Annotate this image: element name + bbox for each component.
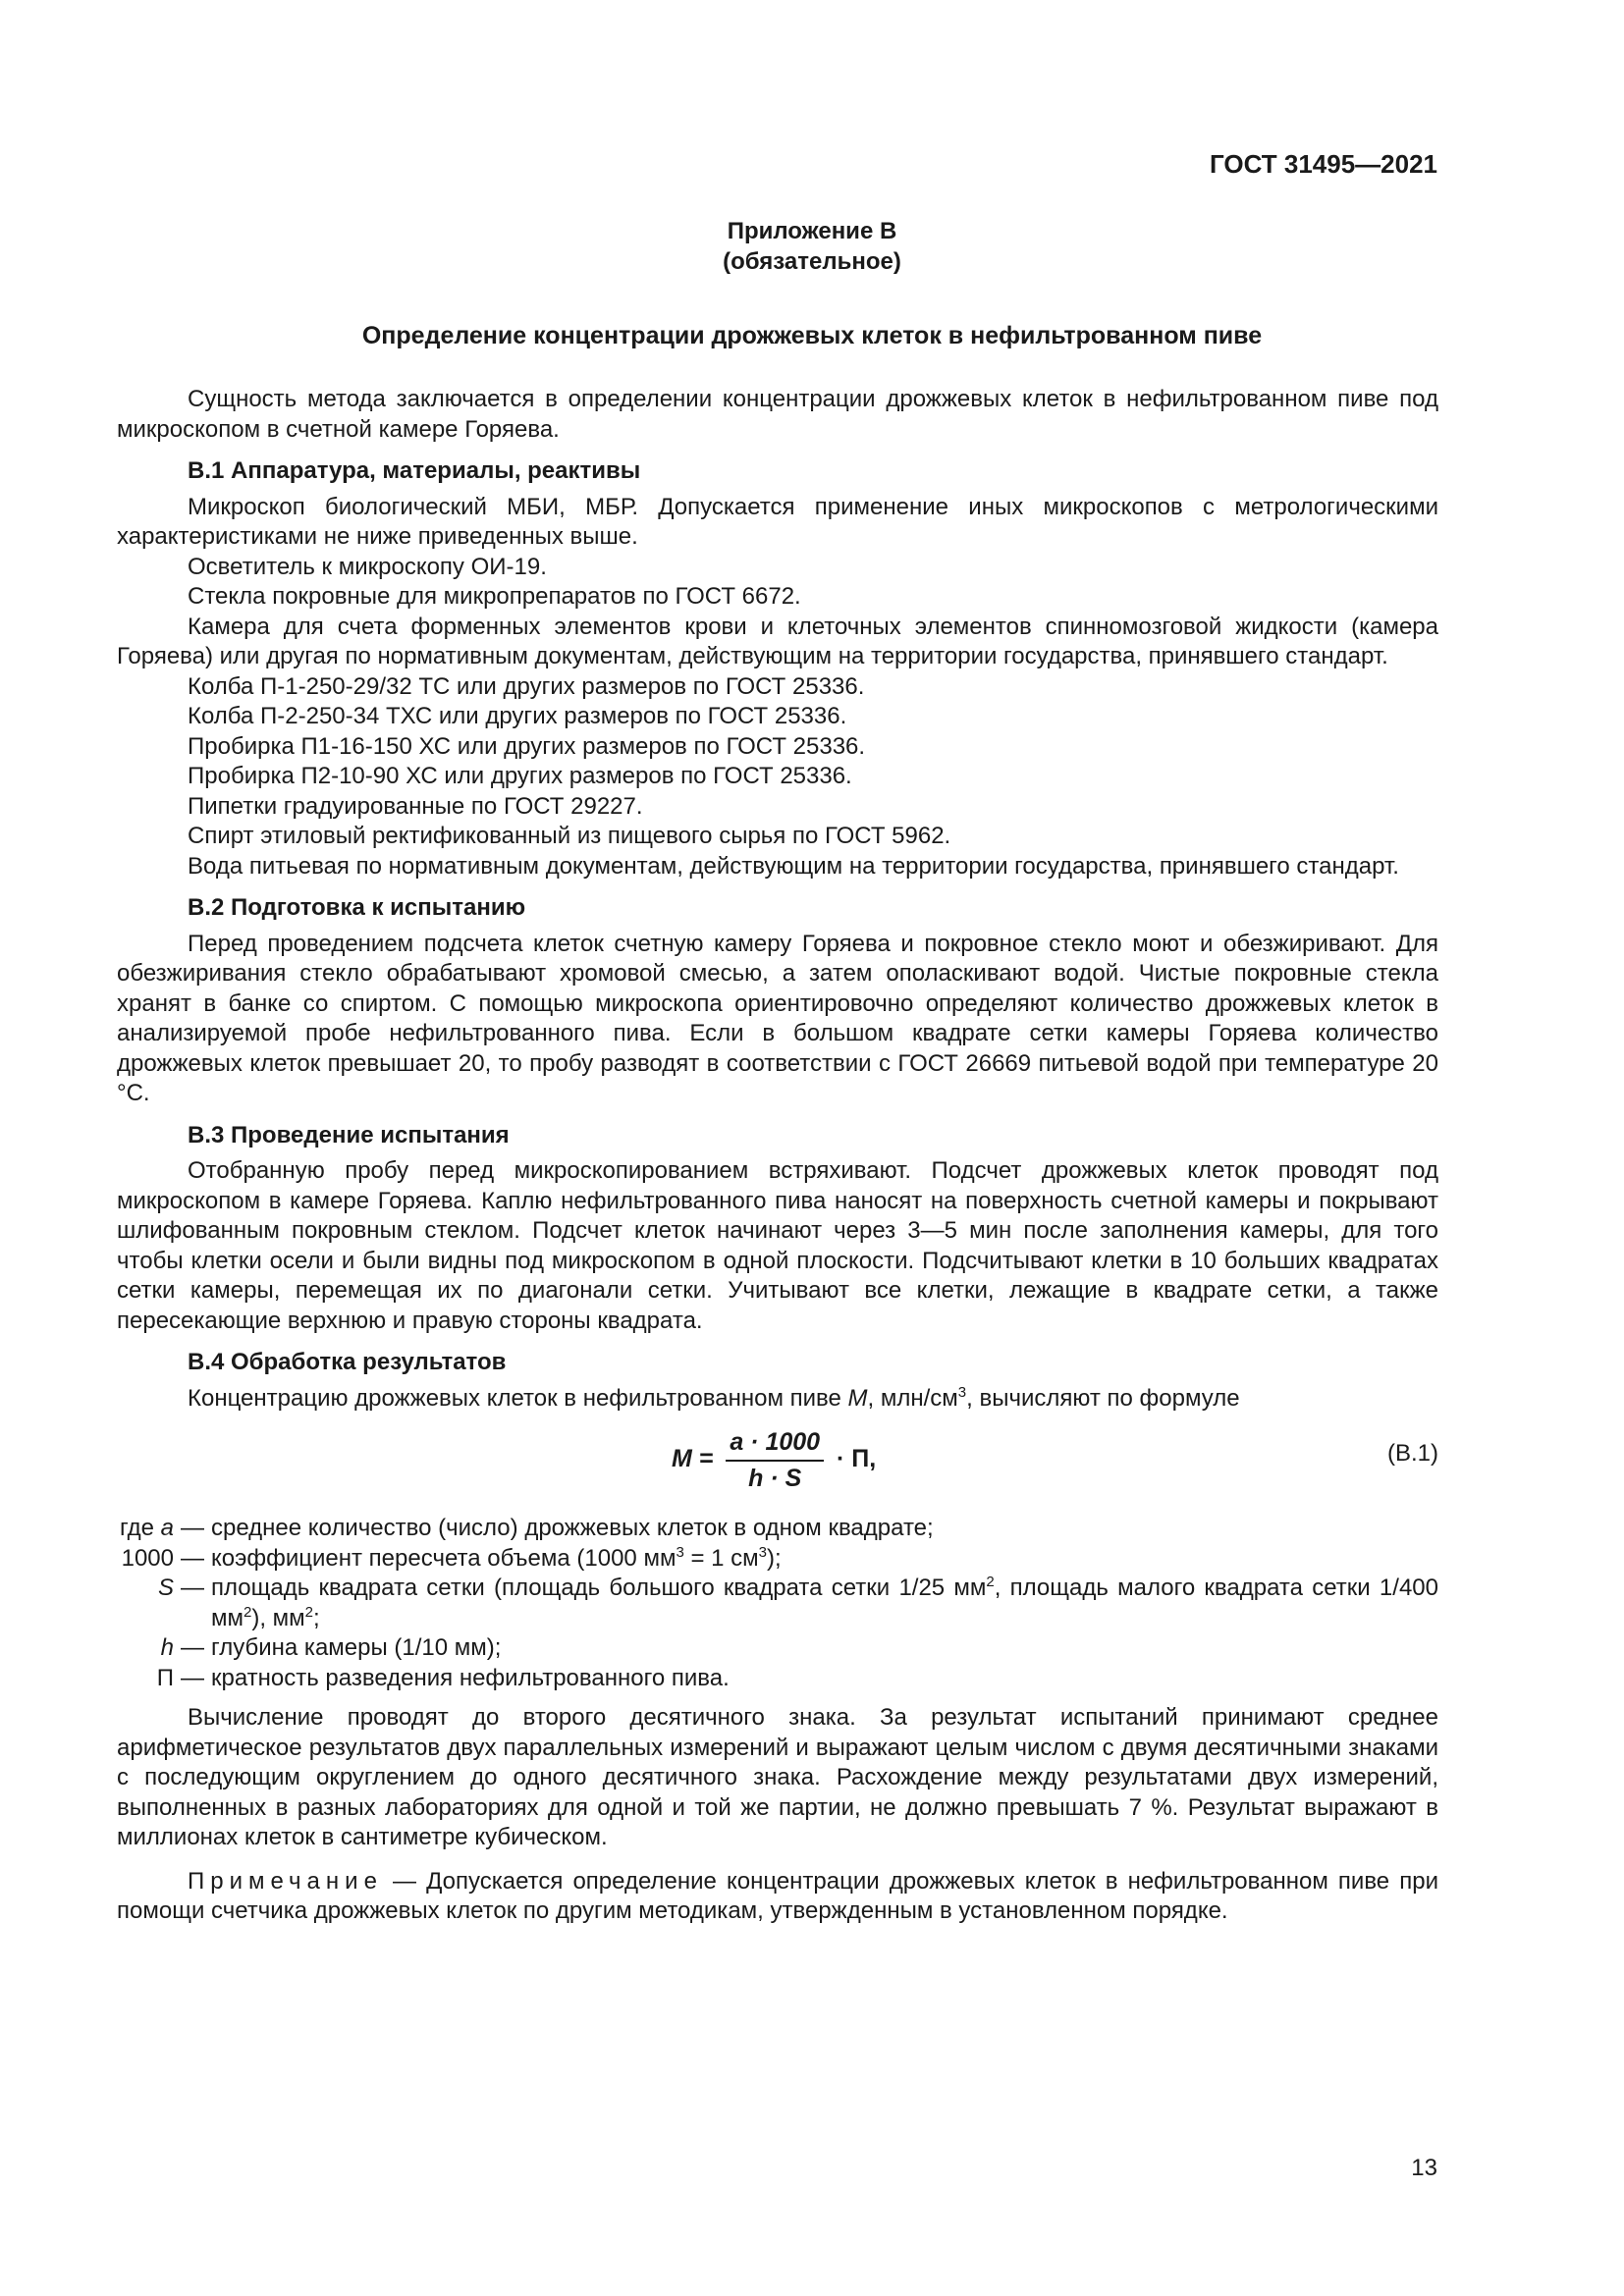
definition-text (211, 1544, 1438, 1575)
def-part: = 1 см (683, 1544, 759, 1572)
definition-symbol (71, 1574, 174, 1633)
symbol-h: h (160, 1634, 174, 1661)
list-item: Стекла покровные для микропрепаратов по ГОСТ 6672. (188, 583, 801, 610)
lead-sup: 3 (957, 1383, 967, 1401)
def-sup: 2 (304, 1603, 314, 1621)
appendix-title: Приложение В (727, 218, 897, 244)
definition-dash: — (181, 1664, 204, 1691)
formula-fraction (726, 1427, 824, 1493)
list-item: Пробирка П1-16-150 ХС или других размеров по ГОСТ 25336. (188, 732, 866, 760)
lead-variable: M (847, 1384, 868, 1412)
definition-dash: — (181, 1634, 204, 1661)
note-label: Примечание (188, 1867, 383, 1895)
list-item: Вода питьевая по нормативным документам, действующим на территории государства, принявшего стандарт. (188, 852, 1399, 880)
section-heading-4: В.4 Обработка результатов (188, 1349, 507, 1375)
formula-lead-paragraph (117, 1384, 1438, 1415)
section-heading-2: В.2 Подготовка к испытанию (188, 894, 526, 921)
body (117, 385, 1438, 1927)
formula (672, 1427, 876, 1493)
def-part: ; (313, 1604, 320, 1631)
lead-text: Концентрацию дрожжевых клеток в нефильтрованном пиве (188, 1384, 848, 1412)
where-word: где (119, 1515, 154, 1541)
appendix-status: (обязательное) (723, 248, 901, 275)
definition-dash: — (181, 1575, 204, 1601)
note-paragraph (117, 1867, 1438, 1927)
list-item: Микроскоп биологический МБИ, МБР. Допускается применение иных микроскопов с метрологическими характеристиками не ниже приведенных выше. (117, 493, 1438, 550)
def-part: коэффициент пересчета объема (1000 мм (211, 1544, 677, 1572)
list-item: Осветитель к микроскопу ОИ-19. (188, 553, 547, 580)
list-item: Камера для счета форменных элементов крови и клеточных элементов спинномозговой жидкости (камера Горяева) или другая по нормативным документам, действующим на территории государства, принявшего стандарт. (117, 613, 1438, 669)
symbol-1000: 1000 (121, 1544, 174, 1572)
definition-symbol (71, 1514, 174, 1544)
def-part: ); (767, 1544, 782, 1572)
lead-tail: , вычисляют по формуле (966, 1384, 1240, 1412)
calculation-paragraph: Вычисление проводят до второго десятичного знака. За результат испытаний принимают среднее арифметическое результатов двух параллельных измерений и выражают целым числом с двумя десятичными знаками с последующим округлением до одного десятичного знака. Расхождение между результатами двух измерений, выполненных в разных лабораториях для одной и той же партии, не должно превышать 7 %. Результат выражают в миллионах клеток в сантиметре кубическом. (117, 1704, 1438, 1850)
definition-dash: — (181, 1515, 204, 1541)
page-number: 13 (1411, 2155, 1437, 2181)
section-3-paragraph: Отобранную пробу перед микроскопированием встряхивают. Подсчет дрожжевых клеток проводят под микроскопом в камере Горяева. Каплю нефильтрованного пива наносят на поверхность счетной камеры и покрывают шлифованным покровным стеклом. Подсчет клеток начинают через 3—5 мин после заполнения камеры, для того чтобы клетки осели и были видны под микроскопом в одной плоскости. Подсчитывают клетки в 10 больших квадратах сетки камеры, перемещая их по диагонали сетки. Учитывают все клетки, лежащие в квадрате сетки, а также пересекающие верхнюю и правую стороны квадрата. (117, 1157, 1438, 1334)
definition-dash: — (181, 1544, 204, 1572)
definition-1000 (71, 1544, 1438, 1575)
list-item: Спирт этиловый ректификованный из пищевого сырья по ГОСТ 5962. (188, 823, 951, 849)
section-heading-1: В.1 Аппаратура, материалы, реактивы (188, 457, 641, 484)
document-id: ГОСТ 31495—2021 (1210, 149, 1437, 179)
formula-lhs: M = (672, 1445, 714, 1473)
section-heading-3: В.3 Проведение испытания (188, 1121, 510, 1148)
formula-denominator: h · S (748, 1464, 802, 1492)
def-sup: 3 (676, 1543, 684, 1561)
document-title: Определение концентрации дрожжевых клеток в нефильтрованном пиве (361, 322, 1263, 349)
definition-text (211, 1574, 1438, 1633)
note-text: — Допускается определение концентрации дрожжевых клеток в нефильтрованном пиве при помощи счетчика дрожжевых клеток по другим методикам, утвержденным в установленном порядке. (117, 1867, 1438, 1924)
def-part: ), мм (251, 1604, 305, 1631)
definition-p (71, 1664, 1438, 1694)
list-item: Колба П-1-250-29/32 ТС или других размеров по ГОСТ 25336. (188, 672, 865, 700)
symbol-s: S (157, 1575, 174, 1601)
definition-text: кратность разведения нефильтрованного пива. (211, 1664, 730, 1691)
definition-symbol (71, 1633, 174, 1664)
definition-h (71, 1633, 1438, 1664)
def-sup: 3 (758, 1543, 768, 1561)
variable-definitions (71, 1514, 1438, 1693)
list-item: Пробирка П2-10-90 ХС или других размеров по ГОСТ 25336. (188, 763, 852, 789)
definition-text: глубина камеры (1/10 мм); (211, 1634, 502, 1661)
formula-rhs: · П, (837, 1445, 877, 1473)
def-part: площадь квадрата сетки (площадь большого квадрата сетки 1/25 мм (211, 1575, 987, 1601)
section-2-paragraph: Перед проведением подсчета клеток счетную камеру Горяева и покровное стекло моют и обезжиривают. Для обезжиривания стекло обрабатывают хромовой смесью, а затем ополаскивают водой. Чистые покровные стекла хранят в банке со спиртом. С помощью микроскопа ориентировочно определяют количество дрожжевых клеток в анализируемой пробе нефильтрованного пива. Если в большом квадрате сетки камеры Горяева количество дрожжевых клеток превышает 20, то пробу разводят в соответствии с ГОСТ 26669 питьевой водой при температуре 20 °С. (117, 930, 1438, 1106)
definition-s (71, 1574, 1438, 1633)
def-part: , площадь малого квадрата сетки 1/400 мм (211, 1575, 1438, 1631)
definition-text: среднее количество (число) дрожжевых клеток в одном квадрате; (211, 1515, 934, 1541)
def-sup: 2 (986, 1574, 995, 1590)
symbol-a: a (160, 1515, 174, 1541)
def-sup: 2 (244, 1603, 252, 1621)
lead-unit: , млн/см (867, 1384, 958, 1412)
definition-a (71, 1514, 1438, 1544)
intro-paragraph: Сущность метода заключается в определении концентрации дрожжевых клеток в нефильтрованном пиве под микроскопом в счетной камере Горяева. (117, 386, 1438, 443)
formula-numerator: a · 1000 (726, 1427, 824, 1462)
list-item: Пипетки градуированные по ГОСТ 29227. (188, 792, 643, 820)
formula-number: (В.1) (1386, 1440, 1438, 1467)
list-item: Колба П-2-250-34 ТХС или других размеров по ГОСТ 25336. (188, 703, 847, 729)
symbol-p: П (156, 1664, 174, 1691)
formula-block (117, 1427, 1438, 1504)
